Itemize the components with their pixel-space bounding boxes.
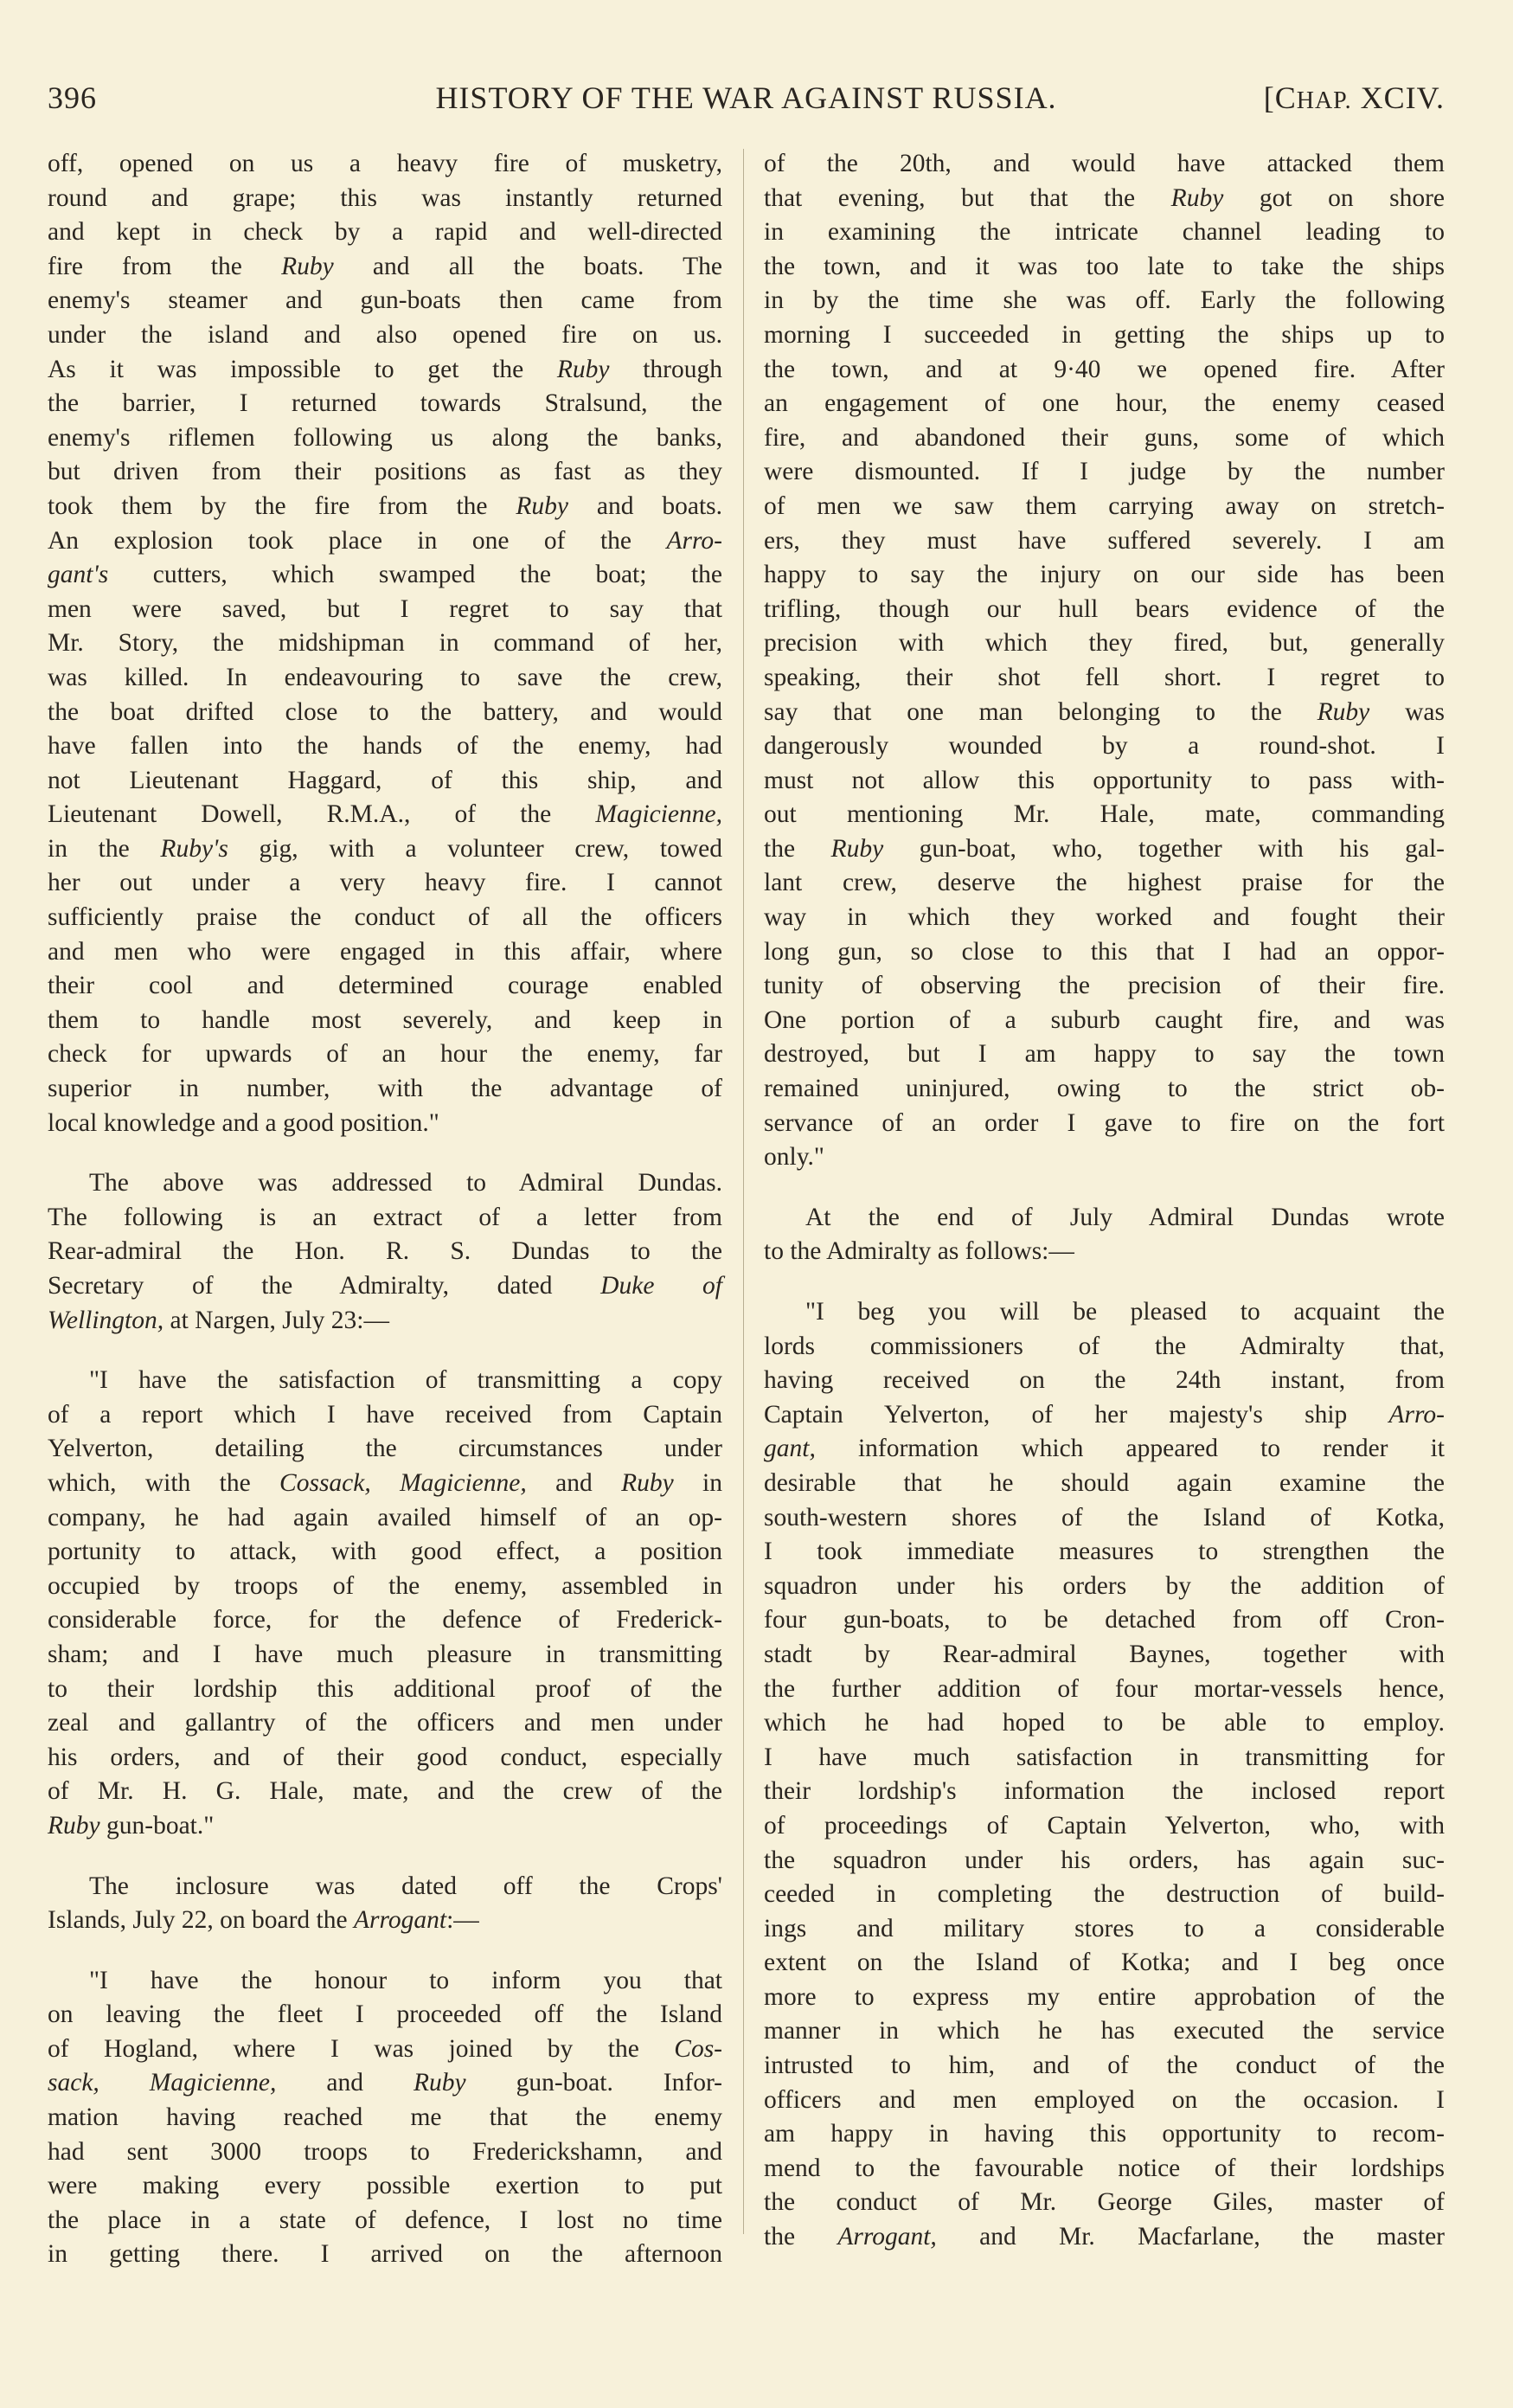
- text-line: their lordship's information the inclosed report: [764, 1777, 1445, 1806]
- text-line: but driven from their positions as fast as they: [48, 458, 722, 486]
- text-line: them to handle most severely, and keep in: [48, 1005, 722, 1034]
- right-column: [764, 147, 1445, 2255]
- text-line: "I have the honour to inform you that: [89, 1966, 722, 1994]
- text-line: occupied by troops of the enemy, assembled in: [48, 1571, 722, 1600]
- text-line: have fallen into the hands of the enemy, had: [48, 732, 722, 761]
- text-line: lant crew, deserve the highest praise for the: [764, 869, 1445, 897]
- text-line: sack, Magicienne, and Ruby gun-boat. Infor-: [48, 2069, 722, 2097]
- text-line: way in which they worked and fought their: [764, 903, 1445, 932]
- text-line: am happy in having this opportunity to recom-: [764, 2120, 1445, 2148]
- text-line: in by the time she was off. Early the following: [764, 286, 1445, 315]
- text-line: an engagement of one hour, the enemy ceased: [764, 389, 1445, 418]
- text-line: mation having reached me that the enemy: [48, 2103, 722, 2132]
- text-line: Yelverton, detailing the circumstances under: [48, 1435, 722, 1463]
- text-line: lords commissioners of the Admiralty that,: [764, 1332, 1445, 1360]
- italic-text: Wellington,: [48, 1306, 164, 1334]
- italic-text: Ruby: [48, 1811, 100, 1840]
- text-line: At the end of July Admiral Dundas wrote: [805, 1203, 1445, 1231]
- text-line: morning I succeeded in getting the ships up to: [764, 320, 1445, 349]
- text-line: The following is an extract of a letter from: [48, 1203, 722, 1231]
- text-line: the barrier, I returned towards Stralsund, the: [48, 389, 722, 418]
- italic-text: Magicienne,: [595, 800, 722, 829]
- paragraph: [48, 1870, 722, 1938]
- text-line: tunity of observing the precision of their fire.: [764, 972, 1445, 1000]
- text-line: remained uninjured, owing to the strict ob-: [764, 1075, 1445, 1103]
- text-line: Captain Yelverton, of her majesty's ship Arro-: [764, 1400, 1445, 1429]
- text-line: of the 20th, and would have attacked them: [764, 150, 1445, 177]
- text-line: long gun, so close to this that I had an oppor-: [764, 937, 1445, 966]
- text-line: speaking, their shot fell short. I regret to: [764, 663, 1445, 691]
- text-line: under the island and also opened fire on us.: [48, 320, 722, 349]
- text-line: the boat drifted close to the battery, and would: [48, 697, 722, 726]
- text-line: which, with the Cossack, Magicienne, and Ruby in: [48, 1468, 722, 1497]
- italic-text: Arro-: [1388, 1400, 1445, 1429]
- text-line: officers and men employed on the occasion. I: [764, 2085, 1445, 2114]
- text-line: which he had hoped to be able to employ.: [764, 1709, 1445, 1737]
- text-line: the town, and it was too late to take the ships: [764, 252, 1445, 280]
- text-line: the Ruby gun-boat, who, together with his gal-: [764, 834, 1445, 863]
- text-line: that evening, but that the Ruby got on shore: [764, 183, 1446, 212]
- italic-text: gant's: [48, 561, 109, 589]
- text-line: I have much satisfaction in transmitting for: [764, 1743, 1445, 1771]
- text-line: destroyed, but I am happy to say the town: [764, 1040, 1445, 1069]
- text-line: manner in which he has executed the service: [764, 2017, 1445, 2045]
- italic-text: Ruby's: [160, 834, 228, 863]
- text-line: fire from the Ruby and all the boats. The: [48, 252, 723, 280]
- text-line: enemy's steamer and gun-boats then came from: [48, 286, 722, 315]
- text-line: trifling, though our hull bears evidence of the: [764, 594, 1445, 623]
- text-line: The inclosure was dated off the Crops': [89, 1872, 722, 1900]
- text-line: the further addition of four mortar-vessels hence,: [764, 1674, 1445, 1703]
- text-line: only.": [764, 1143, 824, 1172]
- text-line: check for upwards of an hour the enemy, far: [48, 1040, 722, 1069]
- italic-text: Ruby: [413, 2069, 466, 2097]
- running-header: [48, 80, 1445, 118]
- text-line: ings and military stores to a considerable: [764, 1914, 1445, 1942]
- text-line: sufficiently praise the conduct of all the officers: [48, 903, 722, 932]
- italic-text: Cos-: [674, 2034, 722, 2063]
- italic-text: Ruby: [621, 1468, 674, 1497]
- italic-text: Ruby: [281, 252, 334, 280]
- text-line: their cool and determined courage enabled: [48, 972, 722, 1000]
- text-line: superior in number, with the advantage of: [48, 1075, 722, 1103]
- text-line: not Lieutenant Haggard, of this ship, and: [48, 766, 722, 794]
- text-line: happy to say the injury on our side has been: [764, 561, 1445, 589]
- text-line: local knowledge and a good position.": [48, 1108, 439, 1137]
- text-line: must not allow this opportunity to pass with-: [764, 766, 1445, 794]
- text-line: out mentioning Mr. Hale, mate, commanding: [764, 800, 1445, 829]
- text-line: Islands, July 22, on board the Arrogant:—: [48, 1906, 479, 1935]
- text-line: ers, they must have suffered severely. I am: [764, 526, 1445, 555]
- text-line: desirable that he should again examine the: [764, 1468, 1445, 1497]
- text-line: was killed. In endeavouring to save the crew,: [48, 663, 722, 691]
- text-line: sham; and I have much pleasure in transmitting: [48, 1640, 722, 1668]
- text-line: enemy's riflemen following us along the banks,: [48, 423, 722, 452]
- text-line: "I beg you will be pleased to acquaint the: [805, 1298, 1445, 1326]
- italic-text: Ruby: [1317, 697, 1370, 726]
- text-line: ceeded in completing the destruction of build-: [764, 1880, 1445, 1909]
- paragraph: [48, 147, 722, 1140]
- left-column: [48, 147, 722, 2272]
- text-line: "I have the satisfaction of transmitting a copy: [89, 1366, 722, 1395]
- text-line: of proceedings of Captain Yelverton, who, with: [764, 1811, 1445, 1840]
- text-line: dangerously wounded by a round-shot. I: [764, 732, 1445, 761]
- text-line: fire, and abandoned their guns, some of which: [764, 423, 1445, 452]
- text-line: of Mr. H. G. Hale, mate, and the crew of the: [48, 1777, 722, 1806]
- text-line: to their lordship this additional proof of the: [48, 1674, 722, 1703]
- paragraph: [764, 147, 1445, 1175]
- chapter-bracket: [: [1263, 80, 1275, 115]
- text-line: the place in a state of defence, I lost no time: [48, 2206, 722, 2234]
- text-line: having received on the 24th instant, from: [764, 1366, 1445, 1395]
- running-title: HISTORY OF THE WAR AGAINST RUSSIA.: [435, 80, 1057, 115]
- text-line: took them by the fire from the Ruby and boats.: [48, 491, 722, 520]
- text-line: her out under a very heavy fire. I cannot: [48, 869, 722, 897]
- text-line: servance of an order I gave to fire on the fort: [764, 1108, 1445, 1137]
- italic-text: Arrogant: [353, 1906, 447, 1935]
- text-line: The above was addressed to Admiral Dundas.: [89, 1169, 722, 1198]
- text-line: of a report which I have received from Captain: [48, 1400, 722, 1429]
- italic-text: Ruby: [830, 834, 884, 863]
- chapter-small-caps: HAP.: [1296, 87, 1352, 114]
- text-line: in examining the intricate channel leading to: [764, 218, 1445, 247]
- text-line: precision with which they fired, but, generally: [764, 629, 1445, 658]
- italic-text: Ruby: [516, 491, 569, 520]
- text-line: four gun-boats, to be detached from off Cron-: [764, 1606, 1445, 1634]
- italic-text: Arro-: [666, 526, 722, 555]
- paragraph: [764, 1201, 1445, 1269]
- text-line: company, he had again availed himself of an op-: [48, 1503, 722, 1531]
- text-line: round and grape; this was instantly returned: [48, 183, 722, 212]
- text-line: off, opened on us a heavy fire of musketry,: [48, 150, 722, 177]
- text-line: zeal and gallantry of the officers and men under: [48, 1709, 722, 1737]
- text-line: in the Ruby's gig, with a volunteer crew, towed: [48, 834, 722, 863]
- italic-text: Duke of: [600, 1272, 722, 1300]
- text-line: south-western shores of the Island of Kotka,: [764, 1503, 1445, 1531]
- text-line: mend to the favourable notice of their lordships: [764, 2154, 1445, 2182]
- text-line: on leaving the fleet I proceeded off the Island: [48, 2000, 722, 2029]
- paragraph: [48, 1964, 722, 2272]
- text-line: say that one man belonging to the Ruby was: [764, 697, 1445, 726]
- text-line: gant, information which appeared to render it: [764, 1435, 1445, 1463]
- paragraph: [48, 1364, 722, 1843]
- text-line: portunity to attack, with good effect, a position: [48, 1538, 722, 1566]
- text-line: I took immediate measures to strengthen the: [764, 1538, 1445, 1566]
- text-line: to the Admiralty as follows:—: [764, 1237, 1074, 1266]
- text-line: were dismounted. If I judge by the number: [764, 458, 1445, 486]
- text-line: Rear-admiral the Hon. R. S. Dundas to the: [48, 1237, 722, 1266]
- italic-text: gant,: [764, 1435, 816, 1463]
- text-line: and kept in check by a rapid and well-directed: [48, 218, 722, 247]
- text-line: the Arrogant, and Mr. Macfarlane, the master: [764, 2223, 1446, 2251]
- chapter-numeral: XCIV.: [1351, 80, 1445, 115]
- text-line: considerable force, for the defence of Frederick-: [48, 1606, 722, 1634]
- text-line: the town, and at 9·40 we opened fire. After: [764, 355, 1445, 383]
- chapter-prefix: C: [1274, 80, 1297, 115]
- text-line: squadron under his orders by the addition of: [764, 1571, 1445, 1600]
- paragraph: [764, 1295, 1445, 2255]
- text-line: of Hogland, where I was joined by the Cos-: [48, 2034, 722, 2063]
- text-line: extent on the Island of Kotka; and I beg once: [764, 1949, 1445, 1977]
- text-line: and men who were engaged in this affair, where: [48, 937, 722, 966]
- italic-text: Ruby: [556, 355, 610, 383]
- column-divider: [743, 149, 744, 2234]
- text-line: the squadron under his orders, has again suc-: [764, 1846, 1445, 1874]
- page-number: 396: [48, 80, 97, 115]
- text-line: An explosion took place in one of the Arro-: [48, 526, 722, 555]
- italic-text: Arrogant,: [837, 2223, 937, 2251]
- text-line: Mr. Story, the midshipman in command of her,: [48, 629, 722, 658]
- text-line: men were saved, but I regret to say that: [48, 594, 722, 623]
- text-line: Secretary of the Admiralty, dated Duke of: [48, 1272, 722, 1300]
- text-line: Ruby gun-boat.": [48, 1811, 215, 1840]
- text-line: Lieutenant Dowell, R.M.A., of the Magicienne,: [48, 800, 722, 829]
- italic-text: Cossack, Magicienne,: [279, 1468, 527, 1497]
- text-line: in getting there. I arrived on the afternoon: [48, 2240, 722, 2269]
- text-line: of men we saw them carrying away on stretch-: [764, 491, 1445, 520]
- italic-text: sack, Magicienne,: [48, 2069, 277, 2097]
- text-line: more to express my entire approbation of the: [764, 1982, 1445, 2011]
- text-line: gant's cutters, which swamped the boat; the: [48, 561, 722, 589]
- text-line: were making every possible exertion to put: [48, 2172, 722, 2200]
- text-line: intrusted to him, and of the conduct of the: [764, 2052, 1445, 2080]
- italic-text: Ruby: [1170, 183, 1224, 212]
- text-line: stadt by Rear-admiral Baynes, together with: [764, 1640, 1445, 1668]
- chapter-label: [1264, 80, 1445, 116]
- text-line: the conduct of Mr. George Giles, master of: [764, 2188, 1445, 2217]
- text-line: his orders, and of their good conduct, especially: [48, 1743, 722, 1771]
- text-line: had sent 3000 troops to Frederickshamn, and: [48, 2137, 722, 2166]
- text-line: Wellington, at Nargen, July 23:—: [48, 1306, 389, 1334]
- paragraph: [48, 1166, 722, 1338]
- text-line: One portion of a suburb caught fire, and was: [764, 1005, 1445, 1034]
- text-line: As it was impossible to get the Ruby through: [48, 355, 722, 383]
